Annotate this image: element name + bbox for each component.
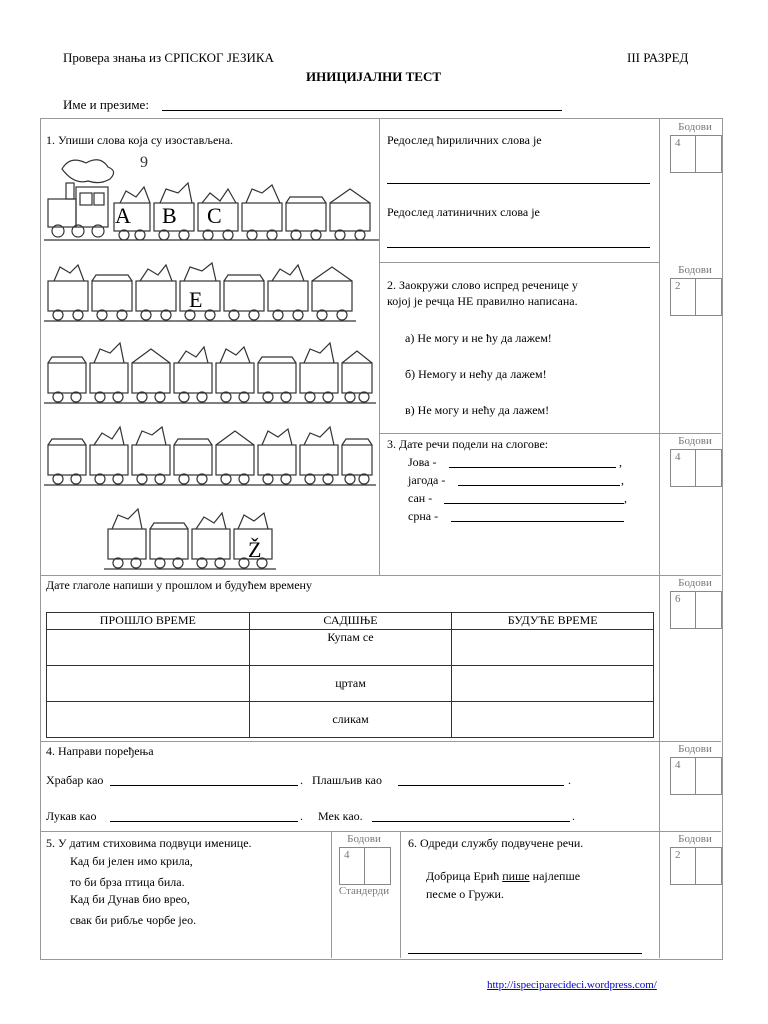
underlined-word: пише	[502, 869, 530, 883]
task2-option-b[interactable]: б) Немогу и нећу да лажем!	[405, 367, 547, 381]
cyrillic-answer-line[interactable]	[387, 183, 650, 184]
wagon-icon	[258, 357, 296, 402]
wagon-icon	[342, 439, 372, 484]
wagon-icon	[330, 189, 370, 240]
wagon-icon	[136, 265, 176, 320]
wagon-icon	[312, 267, 352, 320]
task3-answer4-line[interactable]	[451, 521, 624, 522]
task4-prompt: 4. Направи поређења	[46, 744, 154, 758]
task2-option-a[interactable]: а) Не могу и не ћу да лажем!	[405, 331, 552, 345]
wagon-icon	[342, 351, 372, 402]
present-cell: Купам се	[249, 630, 452, 666]
col-present: САДШЊЕ	[249, 613, 452, 630]
test-title: ИНИЦИЈАЛНИ ТЕСТ	[306, 69, 442, 84]
wagon-icon	[92, 275, 132, 320]
task3-answer2-line[interactable]	[458, 485, 620, 486]
task4-answer3-line[interactable]	[110, 821, 298, 822]
verbs-table	[46, 612, 654, 738]
score-label: Бодови	[678, 264, 712, 276]
future-cell[interactable]	[452, 702, 654, 738]
table-row	[47, 702, 654, 738]
table-row	[47, 666, 654, 702]
cyrillic-order-label: Редослед ћириличних слова је	[387, 133, 542, 147]
verse-line: Кад би Дунав био врео,	[70, 892, 190, 906]
standards-label: Стандерди	[338, 885, 390, 897]
task3-word1: Јова -	[408, 455, 437, 469]
subject-title: Провера знања из СРПСКОГ ЈЕЗИКА	[63, 50, 274, 65]
task6-answer-line[interactable]	[408, 953, 642, 954]
task4-item1: Храбар као	[46, 773, 104, 787]
score-box-task3[interactable]: 4	[670, 449, 722, 487]
score-label: Бодови	[347, 833, 381, 845]
wagon-icon	[48, 265, 88, 320]
task5-prompt: 5. У датим стиховима подвуци именице.	[46, 836, 252, 850]
task4-answer2-line[interactable]	[398, 785, 564, 786]
score-box-task4[interactable]: 4	[670, 757, 722, 795]
task3-word4: срна -	[408, 509, 439, 523]
wagon-icon	[90, 343, 128, 402]
letter-c: C	[207, 203, 222, 228]
wagon-icon	[174, 347, 212, 402]
task4-item2: Плашљив као	[312, 773, 383, 787]
task4-item4: Мек као.	[318, 809, 363, 823]
letter-b: B	[162, 203, 177, 228]
task3-word3: сан -	[408, 491, 433, 505]
wagon-icon	[216, 431, 254, 484]
task3-answer3-line[interactable]	[444, 503, 624, 504]
task6-sentence: Добрица Ерић пише најлепше	[426, 869, 581, 883]
past-cell[interactable]	[47, 666, 250, 702]
wagon-icon	[48, 357, 86, 402]
letter-e: E	[189, 287, 203, 312]
wagon-icon	[286, 197, 326, 240]
score-label: Бодови	[678, 833, 712, 845]
present-cell: цртам	[249, 666, 452, 702]
col-past: ПРОШЛО ВРЕМЕ	[47, 613, 250, 630]
task4-answer1-line[interactable]	[110, 785, 298, 786]
score-label: Бодови	[678, 435, 712, 447]
past-cell[interactable]	[47, 630, 250, 666]
name-input-line[interactable]	[162, 110, 562, 111]
latin-answer-line[interactable]	[387, 247, 650, 248]
task3-word2: јагода -	[408, 473, 446, 487]
wagon-icon	[224, 275, 264, 320]
task3-prompt: 3. Дате речи подели на слогове:	[387, 437, 549, 451]
footer-link[interactable]: http://ispeciparecideci.wordpress.com/	[487, 979, 657, 991]
score-label: Бодови	[678, 743, 712, 755]
wagon-icon	[90, 427, 128, 484]
task2-prompt-line1: 2. Заокружи слово испред реченице у	[387, 278, 578, 292]
svg-text:9: 9	[140, 155, 148, 171]
name-label: Име и презиме:	[63, 97, 149, 112]
score-box-task2[interactable]: 2	[670, 278, 722, 316]
task2-prompt-line2: којој је речца НЕ правилно написана.	[387, 294, 578, 308]
score-box-task1[interactable]: 4	[670, 135, 722, 173]
wagon-icon	[242, 185, 282, 240]
past-cell[interactable]	[47, 702, 250, 738]
wagon-icon	[192, 513, 230, 568]
score-label: Бодови	[678, 577, 712, 589]
letter-a: A	[115, 203, 131, 228]
wagon-icon	[258, 429, 296, 484]
task4-answer4-line[interactable]	[372, 821, 570, 822]
task6-prompt: 6. Одреди службу подвучене речи.	[408, 836, 584, 850]
present-cell: сликам	[249, 702, 452, 738]
task4-item3: Лукав као	[46, 809, 97, 823]
score-box-task5[interactable]: 4	[339, 847, 391, 885]
grade-label: III РАЗРЕД	[627, 50, 689, 65]
verse-line: то би брза птица била.	[70, 875, 185, 889]
col-future: БУДУЋЕ ВРЕМЕ	[452, 613, 654, 630]
task2-option-c[interactable]: в) Не могу и нећу да лажем!	[405, 403, 550, 417]
latin-order-label: Редослед латиничних слова је	[387, 205, 540, 219]
letter-z-caron: Ž	[248, 537, 262, 562]
verbs-prompt: Дате глаголе напиши у прошлом и будућем времену	[46, 578, 312, 592]
score-box-verbs[interactable]: 6	[670, 591, 722, 629]
score-label: Бодови	[678, 121, 712, 133]
wagon-icon	[300, 343, 338, 402]
wagon-icon	[268, 265, 308, 320]
task3-answer1-line[interactable]	[449, 467, 616, 468]
table-row	[47, 630, 654, 666]
wagon-icon	[300, 427, 338, 484]
verse-line: Кад би јелен имо крила,	[70, 854, 193, 868]
task6-sentence-line2: песме о Гружи.	[426, 887, 504, 901]
wagon-icon	[216, 347, 254, 402]
wagon-icon	[48, 439, 86, 484]
wagon-icon	[108, 509, 146, 568]
future-cell[interactable]	[452, 666, 654, 702]
wagon-icon	[174, 439, 212, 484]
wagon-icon	[150, 523, 188, 568]
wagon-icon	[132, 349, 170, 402]
wagon-icon	[132, 427, 170, 484]
score-box-task6[interactable]: 2	[670, 847, 722, 885]
future-cell[interactable]	[452, 630, 654, 666]
task1-prompt: 1. Упиши слова која су изостављена.	[46, 133, 234, 147]
verse-line: свак би рибље чорбе јео.	[70, 913, 197, 927]
